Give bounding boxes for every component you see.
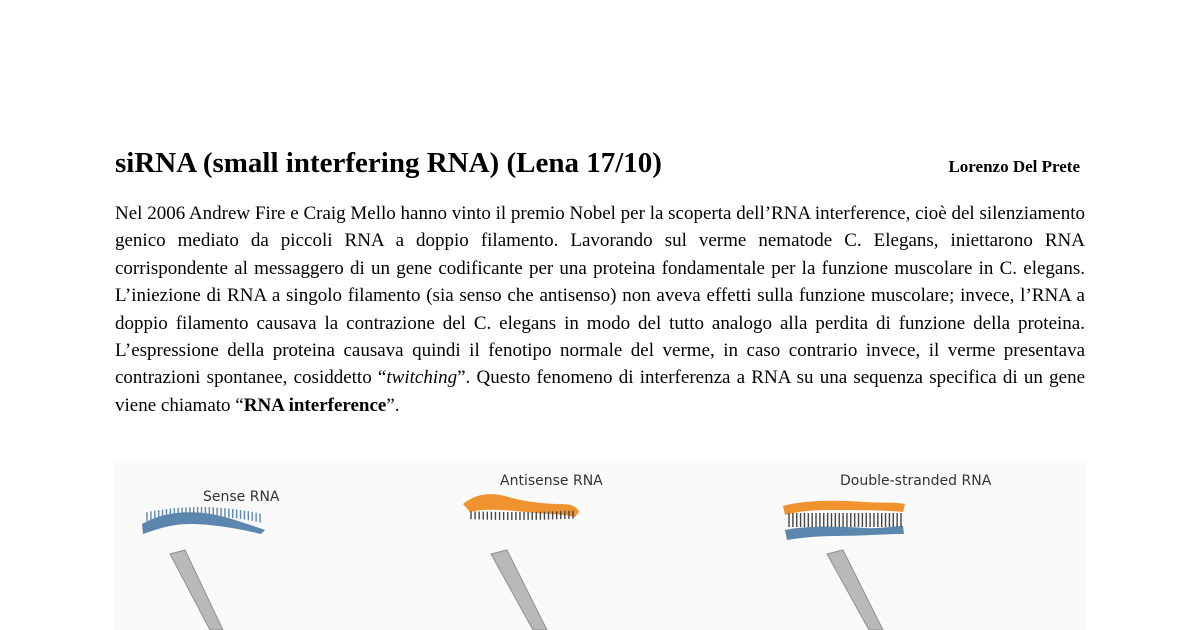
sense-rna-backbone [142, 512, 265, 534]
paragraph-text-3: ”. [386, 394, 400, 416]
label-sense-rna: Sense RNA [203, 489, 280, 505]
rna-injection-figure [115, 462, 1085, 630]
body-paragraph [115, 200, 1085, 419]
antisense-rna-strand [463, 494, 579, 520]
needle-antisense [491, 550, 547, 630]
ds-rna-base-pairs [789, 513, 901, 527]
term-rna-interference: RNA interference [243, 394, 387, 416]
author-name: Lorenzo Del Prete [948, 157, 1080, 176]
needle-sense [170, 550, 223, 630]
term-twitching: twitching [386, 367, 458, 389]
antisense-rna-backbone [463, 494, 579, 517]
double-stranded-rna [783, 501, 905, 540]
label-double-stranded-rna: Double-stranded RNA [840, 473, 992, 489]
ds-rna-top-backbone [783, 501, 905, 515]
rna-injection-illustration [115, 462, 1085, 630]
paragraph-text-2: ”. Questo fenomeno di interferenza a RNA su una sequenza specifica di un gene viene chiamato “ [115, 367, 1086, 416]
paragraph-text-1: Nel 2006 Andrew Fire e Craig Mello hanno vinto il premio Nobel per la scoperta dell’RNA interference, cioè del silenziamento genico mediato da piccoli RNA a doppio filamento. Lavorando sul verme nematode C. Elegans, iniettarono RNA corrispondente al messaggero di un gene codificante per una proteina fondamentale per la funzione muscolare in C. elegans. L’iniezione di RNA a singolo filamento (sia senso che antisenso) non aveva effetti sulla funzione muscolare; invece, l’RNA a doppio filamento causava la contrazione del C. elegans in modo del tutto analogo alla perdita di funzione della proteina. L’espressione della proteina causava quindi il fenotipo normale del verme, in caso contrario invece, il verme presentava contrazioni spontanee, cosiddetto “ [115, 203, 1085, 389]
document-header [115, 143, 1085, 187]
label-antisense-rna: Antisense RNA [500, 473, 603, 489]
ds-rna-bottom-backbone [785, 526, 904, 540]
sense-rna-strand [142, 507, 265, 534]
document-title: siRNA (small interfering RNA) (Lena 17/10) [115, 147, 662, 179]
needle-double-stranded [827, 550, 883, 630]
